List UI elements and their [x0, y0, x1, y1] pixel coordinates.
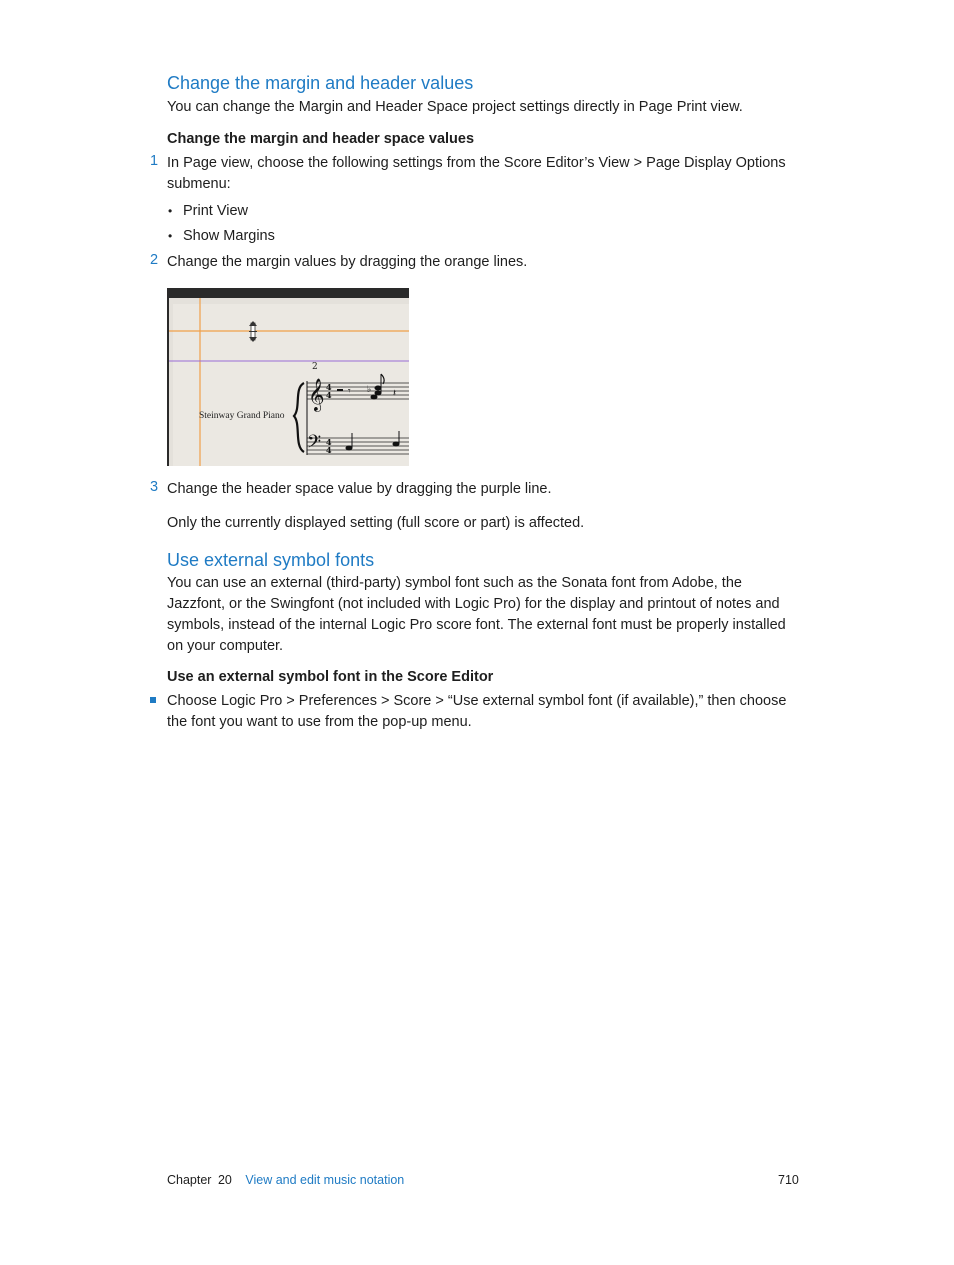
section-heading-margins: Change the margin and header values	[167, 73, 474, 93]
bullet-icon: •	[168, 204, 173, 218]
svg-text:𝄾: 𝄾	[348, 386, 351, 397]
treble-clef-icon: 𝄞	[308, 378, 325, 411]
instrument-label: Steinway Grand Piano	[199, 411, 285, 421]
task-title: Change the margin and header space values	[167, 131, 475, 147]
svg-text:4: 4	[326, 437, 332, 447]
score-figure	[167, 288, 409, 466]
footer-chapter	[167, 1173, 404, 1187]
step-text: In Page view, choose the following settings from the Score Editor’s View > Page Display Options submenu:	[167, 155, 786, 192]
chapter-number: 20	[217, 1173, 232, 1187]
svg-text:4: 4	[326, 382, 332, 392]
svg-text:4: 4	[326, 390, 332, 400]
step-number: 3	[150, 479, 159, 495]
step-text: Change the margin values by dragging the orange lines.	[167, 254, 528, 270]
sub-bullet: Show Margins	[183, 228, 275, 244]
bullet-icon: •	[168, 229, 173, 243]
step-number: 2	[150, 252, 159, 268]
bass-clef-icon: 𝄢	[307, 432, 322, 457]
section-intro: You can change the Margin and Header Space project settings directly in Page Print view.	[167, 99, 743, 115]
chapter-label: Chapter	[167, 1173, 212, 1187]
step-text: Change the header space value by dragging the purple line.	[167, 481, 552, 497]
svg-text:4: 4	[326, 445, 332, 455]
square-bullet-icon	[150, 697, 156, 703]
step-number: 1	[150, 153, 159, 169]
page-number: 710	[778, 1173, 799, 1187]
measure-number: 2	[312, 362, 318, 372]
svg-text:♭: ♭	[367, 385, 372, 395]
step-text: Choose Logic Pro > Preferences > Score > “Use external symbol font (if available),” then choose the font you want to use from the pop-up menu.	[167, 693, 787, 730]
section-heading-fonts: Use external symbol fonts	[167, 550, 375, 570]
chapter-title-link[interactable]: View and edit music notation	[245, 1173, 405, 1187]
section-intro: You can use an external (third-party) symbol font such as the Sonata font from Adobe, the Jazzfont, or the Swingfont (not included with Logic Pro) for the display and printout of notes and symbols, instead of the internal Logic Pro score font. The external font must be properly installed on your computer.	[167, 575, 786, 654]
task-title: Use an external symbol font in the Score Editor	[167, 669, 494, 685]
note-text: Only the currently displayed setting (full score or part) is affected.	[167, 515, 585, 531]
svg-text:𝄽: 𝄽	[393, 388, 397, 399]
sub-bullet: Print View	[183, 203, 249, 219]
